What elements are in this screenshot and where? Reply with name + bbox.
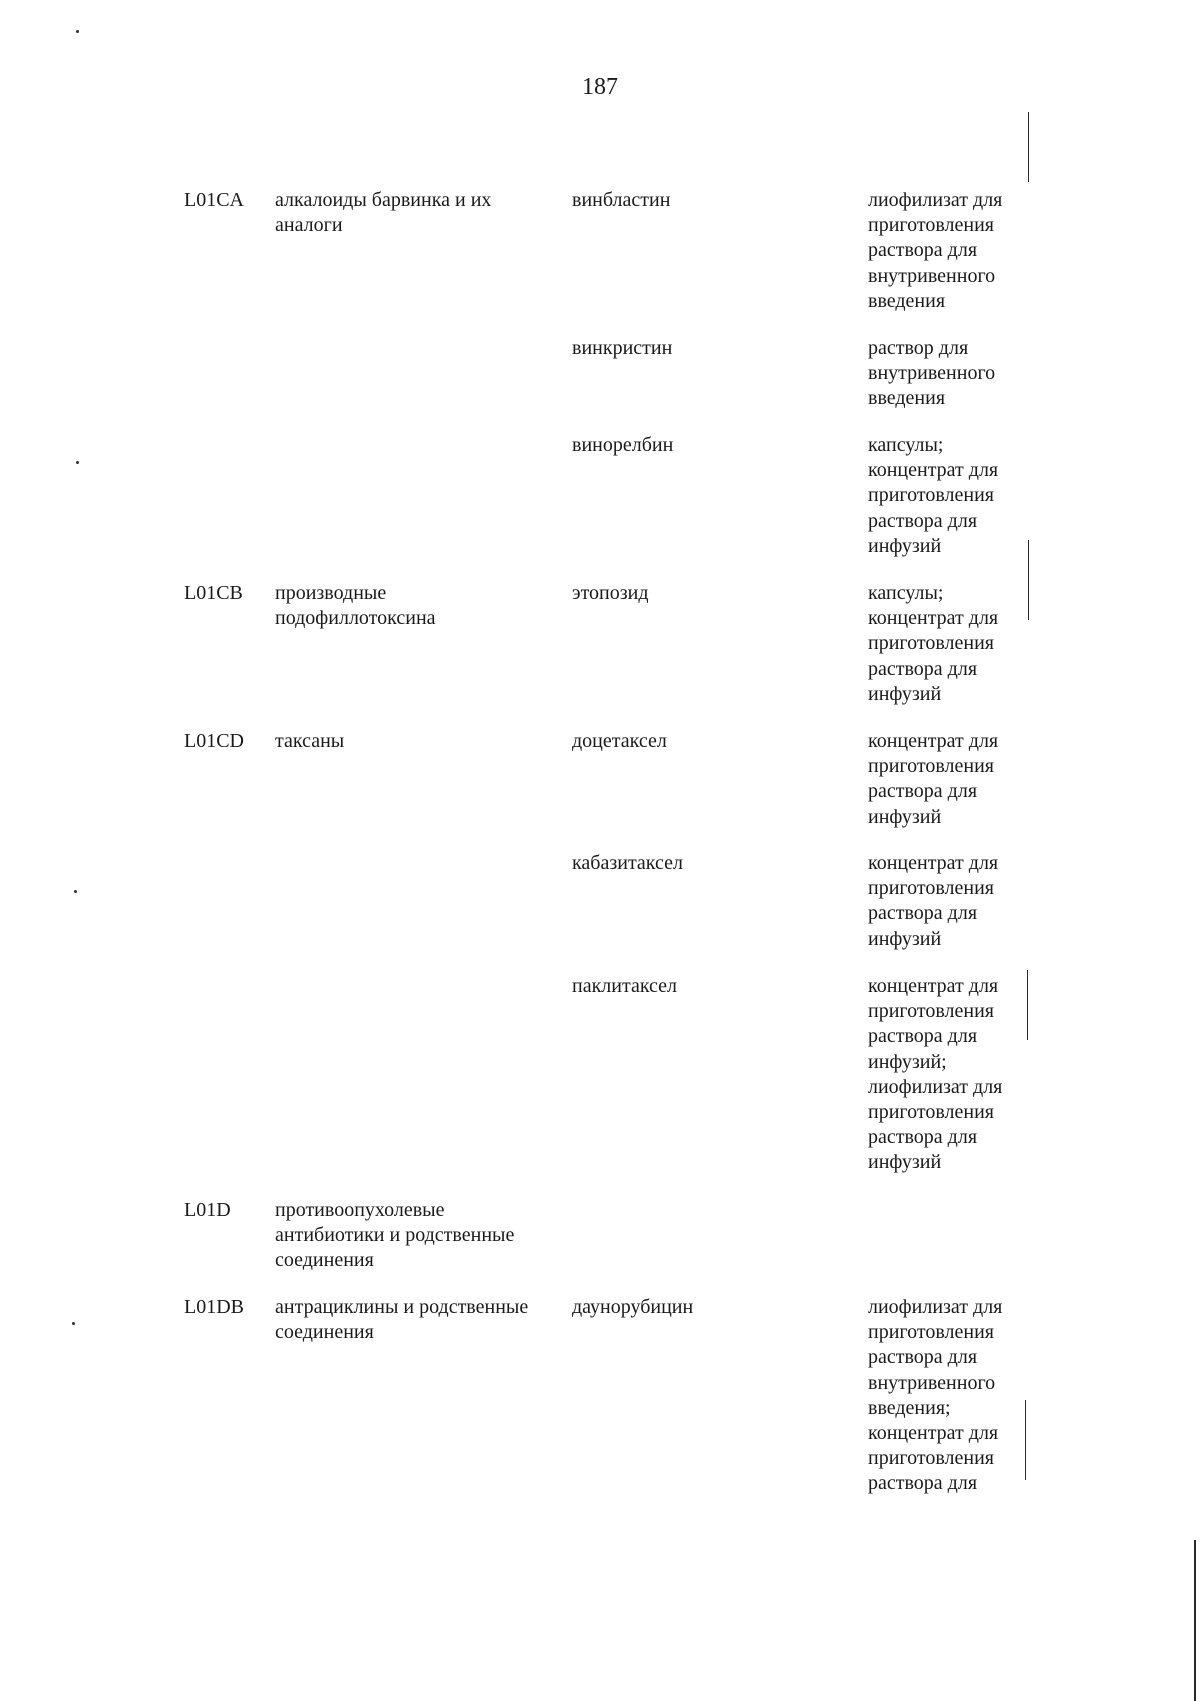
form-line: концентрат для bbox=[868, 852, 999, 874]
dosage-form bbox=[868, 1295, 1038, 1497]
form-line: инфузий bbox=[868, 682, 942, 705]
form-line: раствора для bbox=[868, 902, 978, 925]
form-line: приготовления bbox=[868, 755, 994, 778]
form-line: лиофилизат для bbox=[868, 1075, 1003, 1098]
form-line: инфузий bbox=[868, 1151, 942, 1174]
form-line: приготовления bbox=[868, 1321, 994, 1344]
dosage-form bbox=[868, 433, 1038, 559]
form-line: приготовления bbox=[868, 877, 994, 900]
group-line: производные bbox=[275, 582, 387, 604]
scan-dot bbox=[74, 890, 77, 893]
anatomical-therapeutic-group bbox=[275, 581, 565, 631]
scan-dot bbox=[76, 30, 79, 33]
form-line: раствора для bbox=[868, 1025, 978, 1048]
dosage-form bbox=[868, 336, 1038, 412]
form-line: приготовления bbox=[868, 214, 994, 237]
scan-margin-line bbox=[1028, 112, 1029, 182]
form-line: лиофилизат для bbox=[868, 1296, 1003, 1318]
group-line: подофиллотоксина bbox=[275, 607, 436, 630]
atc-code: L01CB bbox=[184, 582, 243, 604]
form-line: концентрат для bbox=[868, 459, 999, 482]
form-line: инфузий bbox=[868, 534, 942, 557]
form-line: концентрат для bbox=[868, 975, 999, 997]
group-line: таксаны bbox=[275, 730, 345, 752]
form-line: внутривенного bbox=[868, 264, 996, 287]
medicine-name: доцетаксел bbox=[572, 730, 667, 752]
form-line: раствор для bbox=[868, 337, 969, 359]
medicine-name: кабазитаксел bbox=[572, 852, 684, 874]
form-line: раствора для bbox=[868, 657, 978, 680]
group-line: алкалоиды барвинка и их bbox=[275, 189, 492, 211]
form-line: приготовления bbox=[868, 1447, 994, 1470]
form-line: внутривенного bbox=[868, 362, 996, 385]
form-line: капсулы; bbox=[868, 582, 944, 604]
dosage-form bbox=[868, 188, 1038, 314]
form-line: введения bbox=[868, 387, 946, 410]
form-line: приготовления bbox=[868, 632, 994, 655]
anatomical-therapeutic-group bbox=[275, 1198, 565, 1274]
group-line: антрациклины и родственные bbox=[275, 1296, 529, 1318]
form-line: приготовления bbox=[868, 1000, 994, 1023]
form-line: инфузий bbox=[868, 805, 942, 828]
form-line: концентрат для bbox=[868, 607, 999, 630]
dosage-form bbox=[868, 974, 1038, 1176]
form-line: раствора для bbox=[868, 239, 978, 262]
dosage-form bbox=[868, 581, 1038, 707]
group-line: аналоги bbox=[275, 214, 343, 237]
form-line: раствора для bbox=[868, 1126, 978, 1149]
anatomical-therapeutic-group bbox=[275, 188, 565, 238]
group-line: соединения bbox=[275, 1249, 374, 1272]
medicine-name: паклитаксел bbox=[572, 975, 678, 997]
group-line: противоопухолевые bbox=[275, 1199, 445, 1221]
form-line: приготовления bbox=[868, 1101, 994, 1124]
form-line: раствора для bbox=[868, 780, 978, 803]
page-number: 187 bbox=[582, 74, 618, 100]
scan-margin-line bbox=[1027, 970, 1028, 1040]
medicine-name: винбластин bbox=[572, 189, 671, 211]
group-line: соединения bbox=[275, 1321, 374, 1344]
medicine-name: даунорубицин bbox=[572, 1296, 694, 1318]
form-line: введения bbox=[868, 289, 946, 312]
form-line: раствора для bbox=[868, 509, 978, 532]
scan-margin-line bbox=[1025, 1400, 1026, 1480]
atc-code: L01CA bbox=[184, 189, 244, 211]
atc-code: L01DB bbox=[184, 1296, 244, 1318]
form-line: инфузий; bbox=[868, 1050, 947, 1073]
form-line: раствора для bbox=[868, 1472, 978, 1495]
form-line: раствора для bbox=[868, 1346, 978, 1369]
form-line: лиофилизат для bbox=[868, 189, 1003, 211]
form-line: внутривенного bbox=[868, 1371, 996, 1394]
scan-dot bbox=[72, 1322, 75, 1325]
medicine-name: винорелбин bbox=[572, 434, 674, 456]
anatomical-therapeutic-group bbox=[275, 1295, 565, 1345]
form-line: инфузий bbox=[868, 927, 942, 950]
dosage-form bbox=[868, 851, 1038, 952]
atc-code: L01CD bbox=[184, 730, 244, 752]
medicine-name: этопозид bbox=[572, 582, 649, 604]
group-line: антибиотики и родственные bbox=[275, 1224, 515, 1247]
scan-margin-line bbox=[1028, 540, 1029, 620]
scan-dot bbox=[76, 461, 79, 464]
medicine-name: винкристин bbox=[572, 337, 673, 359]
form-line: концентрат для bbox=[868, 730, 999, 752]
dosage-form bbox=[868, 729, 1038, 830]
form-line: капсулы; bbox=[868, 434, 944, 456]
atc-code: L01D bbox=[184, 1199, 231, 1221]
scan-edge-line bbox=[1194, 1540, 1196, 1701]
form-line: концентрат для bbox=[868, 1422, 999, 1445]
form-line: введения; bbox=[868, 1396, 951, 1419]
anatomical-therapeutic-group bbox=[275, 729, 565, 754]
form-line: приготовления bbox=[868, 484, 994, 507]
